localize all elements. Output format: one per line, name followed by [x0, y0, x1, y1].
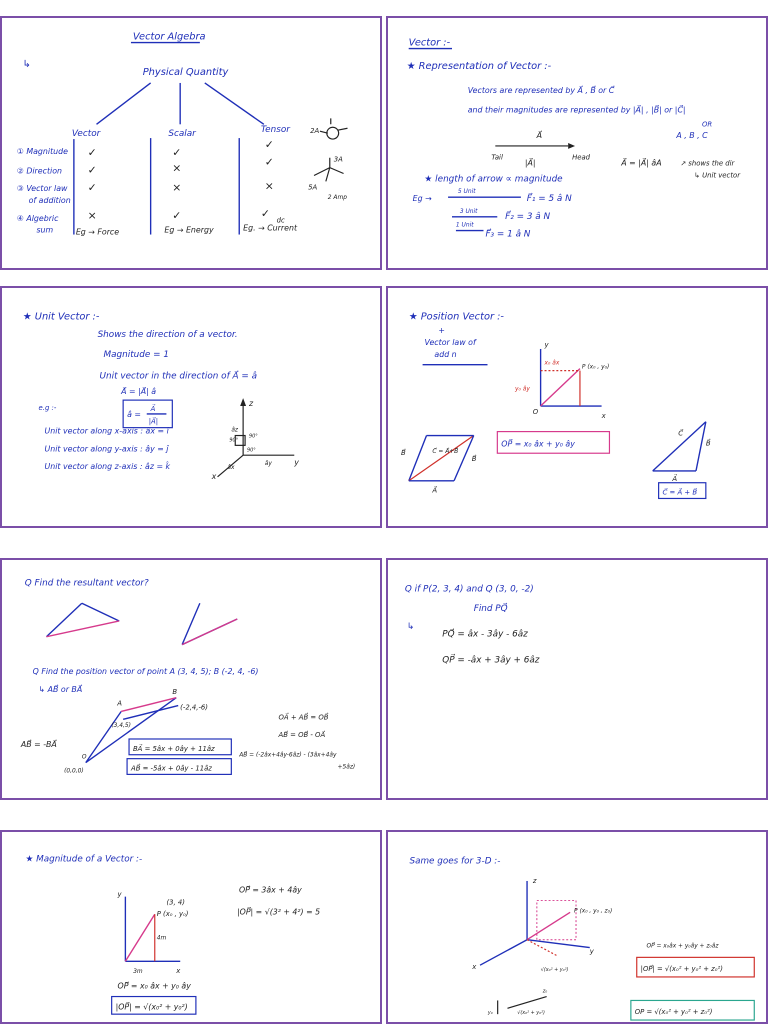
s1-root: Physical Quantity	[142, 67, 229, 79]
s4-tri-b: B⃗	[400, 449, 406, 458]
slide-3d-magnitude	[386, 830, 768, 1024]
s1-sketch-3a: 3A	[333, 155, 343, 164]
s5-label-b: B	[172, 687, 178, 696]
s8-z0: z₀	[542, 988, 548, 995]
vector-algebra-diagram	[2, 18, 380, 268]
s3-title: ★ Unit Vector :-	[22, 311, 100, 323]
s1-row-vectorlaw: ③ Vector law	[16, 184, 68, 194]
s2-line1: Vectors are represented by A⃗ , B⃗ or C⃗	[467, 85, 615, 95]
s8-small: √(x₀² + y₀²)	[517, 1010, 545, 1017]
s1-title: Vector Algebra	[132, 31, 206, 43]
s8-d2: √(x₀² + y₀²)	[540, 967, 569, 974]
s1-row-addition: of addition	[28, 196, 71, 206]
s2-head: Head	[572, 153, 591, 162]
s3-axis-y: y	[294, 458, 299, 468]
s3-ang-1: 90°	[249, 433, 258, 440]
magnitude-diagram	[2, 832, 380, 1022]
s3-axis-x: x	[211, 471, 217, 481]
s2-eg: Eg →	[412, 194, 432, 204]
s3-x: Unit vector along x-axis : âx = î	[44, 426, 169, 436]
s3-unit-y: ây	[264, 461, 272, 468]
s3-ang-2: 90°	[229, 437, 239, 444]
s7-op: OP⃗ = 3âx + 4ây	[238, 885, 302, 895]
s5-e1: OA⃗ + AB⃗ = OB⃗	[278, 713, 329, 722]
s7-m3: 3m	[133, 969, 143, 976]
s1-dc: dc	[276, 216, 285, 225]
s6-pq: PQ⃗ = âx - 3ây - 6âz	[442, 629, 528, 640]
triangle-law-sketch	[401, 436, 477, 495]
s7-y: y	[117, 890, 122, 899]
s4-boxed: C⃗ = A⃗ + B⃗	[662, 488, 698, 497]
s4-sub3: add n	[434, 349, 457, 359]
3d-bottom-sketch	[487, 989, 547, 1017]
s1-check: ✓	[87, 145, 97, 159]
s8-boxed2: OP = √(x₀² + y₀² + z₀²)	[634, 1008, 713, 1017]
s3-z: Unit vector along z-axis : âz = k̂	[44, 461, 171, 471]
s4-tri2-a: A⃗	[672, 474, 678, 483]
s2-line2: and their magnitudes are represented by |A⃗| , |B⃗| or |C⃗|	[467, 105, 686, 115]
s4-tri2-c: C⃗	[678, 429, 684, 438]
s2-length-note: ★ length of arrow ∝ magnitude	[424, 174, 563, 185]
s1-eg-force: Eg → Force	[75, 227, 120, 237]
s1-row-magnitude: ① Magnitude	[16, 146, 68, 156]
3d-magnitude-diagram	[388, 832, 766, 1022]
s5-e4: +5âz)	[337, 764, 356, 771]
s1-eg-current: Eg. → Current	[243, 223, 298, 233]
s1-col-tensor: Tensor	[260, 125, 290, 136]
s1-check: ✓	[264, 155, 274, 169]
s1-cross: ×	[87, 208, 97, 222]
s1-arrow-mark: ↳	[22, 59, 31, 71]
s1-sketch-2a: 2A	[310, 127, 320, 136]
slide-vector-representation	[386, 16, 768, 270]
s2-abc: A , B , C	[676, 131, 708, 141]
representation-diagram	[388, 18, 766, 268]
s5-boxed-ba: BA⃗ = 5âx + 0ây + 11âz	[132, 744, 215, 753]
s2-f2: F⃗₂ = 3 â N	[505, 211, 551, 222]
s7-p: P (x₀ , y₀)	[156, 910, 189, 919]
slide-pq-vector	[386, 558, 768, 800]
junction-sketch	[308, 118, 347, 201]
s3-unit-z: âz	[231, 427, 239, 434]
slide-vector-algebra	[0, 16, 382, 270]
s5-origin-label: O	[81, 754, 87, 761]
s3-boxed-num: A⃗	[150, 404, 156, 413]
s5-e3: AB⃗ = (-2âx+4ây-6âz) - (3âx+4ây	[239, 752, 337, 759]
s6-find: Find PQ⃗	[473, 604, 508, 615]
pq-diagram	[388, 560, 766, 798]
s7-pt: (3, 4)	[166, 898, 185, 907]
s1-check: ✓	[172, 145, 182, 159]
s4-xlabel: x	[601, 411, 606, 420]
s4-tri-a: A⃗	[432, 486, 438, 495]
resultant-diagram	[2, 560, 380, 798]
s2-f3: F⃗₃ = 1 â N	[485, 229, 531, 240]
resultant-sketches	[46, 603, 237, 644]
s1-row-sum: sum	[36, 225, 54, 235]
s5-q2: Q Find the position vector of point A (3, 4, 5); B (-2, 4, -6)	[32, 667, 259, 677]
s1-check: ✓	[87, 181, 97, 195]
s8-title: Same goes for 3-D :-	[409, 856, 501, 867]
s4-red-y: y₀ ây	[515, 386, 530, 393]
s6-q: Q if P(2, 3, 4) and Q (3, 0, -2)	[404, 584, 534, 595]
s2-formula: A⃗ = |A⃗| âA	[621, 158, 662, 168]
s6-qp: QP⃗ = -âx + 3ây + 6âz	[442, 655, 540, 666]
s2-u2: 3 Unit	[459, 208, 478, 215]
triangle-c-sketch	[653, 422, 711, 483]
s5-pB: (-2,4,-6)	[180, 703, 209, 712]
s1-check: ✓	[260, 206, 270, 220]
s2-title: Vector :-	[408, 37, 451, 49]
s5-ask: ↳ AB⃗ or BA⃗	[38, 684, 83, 694]
s2-note1: ↗ shows the dir	[680, 159, 735, 168]
s8-z: z	[532, 876, 537, 885]
slide-magnitude-vector	[0, 830, 382, 1024]
s8-y: y	[589, 947, 594, 956]
s4-ylabel: y	[544, 341, 549, 350]
slide-position-vector	[386, 286, 768, 528]
3d-axes-sketch	[211, 398, 300, 481]
s4-title: ★ Position Vector :-	[408, 311, 504, 323]
s8-x: x	[472, 963, 477, 972]
s4-origin: O	[532, 407, 539, 416]
slide-unit-vector	[0, 286, 382, 528]
s5-rel: AB⃗ = -BA⃗	[20, 739, 57, 749]
s4-op: OP⃗ = x₀ âx + y₀ ây	[501, 439, 575, 449]
s6-arrow: ↳	[406, 621, 415, 632]
s2-heading: ★ Representation of Vector :-	[406, 61, 552, 73]
s7-title: ★ Magnitude of a Vector :-	[25, 854, 143, 865]
s5-q1: Q Find the resultant vector?	[24, 578, 149, 589]
s1-cross: ×	[172, 161, 182, 175]
ab-vectors-plot	[64, 688, 208, 775]
s2-tail: Tail	[491, 153, 503, 162]
s4-sub1: +	[438, 326, 445, 336]
s3-axis-z: z	[249, 399, 254, 409]
s1-cross: ×	[172, 181, 182, 195]
magnitude-plot	[117, 891, 189, 975]
s5-label-a: A	[117, 699, 122, 708]
s3-unit-x: âx	[227, 464, 235, 471]
s2-f1: F⃗₁ = 5 â N	[526, 194, 572, 205]
s1-check: ✓	[264, 137, 274, 151]
s2-u1: 5 Unit	[457, 189, 476, 196]
s2-or: OR	[702, 120, 713, 129]
s4-point: P (x₀ , y₀)	[581, 364, 610, 371]
s8-op: OP⃗ = x₀âx + y₀ây + z₀âz	[646, 943, 719, 950]
s4-tri-b2: B⃗	[471, 455, 477, 464]
3d-box-plot	[471, 877, 612, 973]
s4-tri2-b: B⃗	[705, 439, 711, 448]
s3-l1: Shows the direction of a vector.	[97, 330, 238, 341]
s7-m4: 4m	[156, 935, 167, 942]
s7-boxed: |OP⃗| = √(x₀² + y₀²)	[115, 1002, 188, 1012]
s8-boxed: |OP⃗| = √(x₀² + y₀² + z₀²)	[640, 965, 723, 974]
s8-y0: y₀	[487, 1010, 493, 1017]
s2-a-label: A⃗	[536, 131, 543, 141]
s5-origin: (0,0,0)	[64, 768, 84, 775]
s7-mag: |OP⃗| = √(3² + 4²) = 5	[237, 907, 321, 917]
s1-row-direction: ② Direction	[16, 166, 63, 176]
s3-boxed-den: |A⃗|	[148, 417, 159, 426]
s1-eg-energy: Eg → Energy	[164, 225, 214, 235]
s3-eg: e.g :-	[38, 403, 57, 412]
s3-l3: Unit vector in the direction of A⃗ = â	[99, 371, 258, 382]
unit-vector-diagram	[2, 288, 380, 526]
s3-l2: Magnitude = 1	[103, 349, 169, 360]
s1-check: ✓	[87, 163, 97, 177]
s7-x: x	[176, 967, 181, 976]
s1-col-vector: Vector	[71, 129, 101, 140]
s5-boxed-ab: AB⃗ = -5âx + 0ây - 11âz	[131, 764, 212, 773]
position-vector-diagram	[388, 288, 766, 526]
s7-gen: OP⃗ = x₀ âx + y₀ ây	[117, 981, 191, 991]
position-vector-plot	[514, 341, 609, 420]
s1-col-scalar: Scalar	[168, 129, 196, 140]
s1-sketch-5a: 5A	[308, 183, 318, 192]
s3-y: Unit vector along y-axis : ây = ĵ	[44, 444, 169, 454]
s3-ang-3: 90°	[247, 447, 256, 454]
s2-u3: 1 Unit	[455, 222, 474, 229]
s8-p: P (x₀ , y₀ , z₀)	[574, 908, 613, 915]
s1-check: ✓	[172, 208, 182, 222]
s4-tri-c: C⃗ = A⃗+B⃗	[432, 449, 459, 456]
s4-sub2: Vector law of	[424, 338, 476, 348]
s3-boxed-lhs: â =	[127, 409, 141, 419]
s5-pA: (3,4,5)	[111, 723, 131, 730]
s4-red-x: x₀ âx	[544, 360, 560, 367]
s1-cross: ×	[264, 179, 274, 193]
s1-sketch-2amp: 2 Amp	[327, 195, 347, 202]
s5-e2: AB⃗ = OB⃗ - OA⃗	[278, 731, 326, 740]
s2-note2: ↳ Unit vector	[694, 171, 741, 180]
s2-mag-label: |A⃗|	[524, 158, 536, 168]
s1-row-algebric: ④ Algebric	[16, 213, 59, 223]
slide-resultant-vector	[0, 558, 382, 800]
s3-l4: A⃗ = |A⃗| â	[121, 387, 157, 397]
